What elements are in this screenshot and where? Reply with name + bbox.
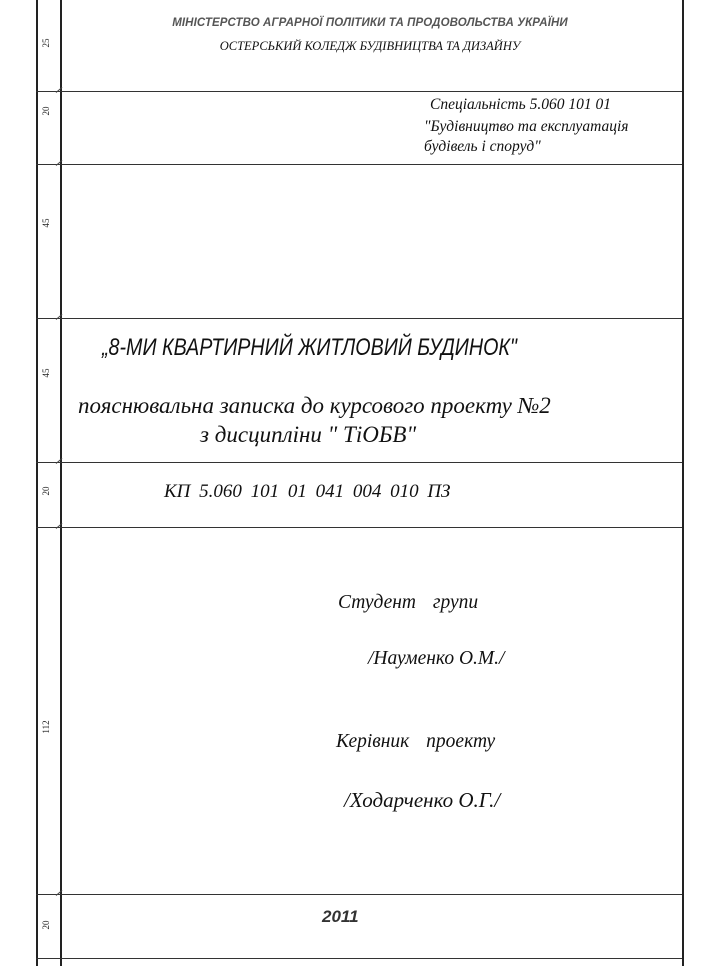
frame-left-line — [36, 0, 38, 966]
section-line — [36, 958, 682, 959]
dimension-label: 25 — [41, 38, 51, 48]
specialty-line-2: "Будівництво та експлуатація — [424, 118, 629, 135]
section-line — [36, 318, 682, 319]
section-line — [36, 527, 682, 528]
section-line — [36, 91, 682, 92]
dimension-label: 20 — [41, 486, 51, 496]
dimension-label: 20 — [41, 920, 51, 930]
dimension-label: 20 — [41, 106, 51, 116]
document-code: КП 5.060 101 01 041 004 010 ПЗ — [164, 481, 451, 502]
dimension-label: 45 — [41, 368, 51, 378]
section-line — [36, 894, 682, 895]
frame-margin-line — [60, 0, 62, 966]
college-heading: ОСТЕРСЬКИЙ КОЛЕДЖ БУДІВНИЦТВА ТА ДИЗАЙНУ — [219, 39, 521, 53]
explanatory-note-line-2: з дисципліни " ТіОБВ" — [200, 422, 417, 447]
specialty-line-1: Спеціальність 5.060 101 01 — [430, 96, 611, 113]
student-label: Студент групи — [338, 592, 479, 613]
section-line — [36, 462, 682, 463]
supervisor-name: /Ходарченко О.Г./ — [344, 788, 501, 812]
year: 2011 — [322, 907, 359, 926]
project-title: „8-МИ КВАРТИРНИЙ ЖИТЛОВИЙ БУДИНОК" — [102, 334, 517, 361]
supervisor-label: Керівник проекту — [336, 731, 496, 752]
explanatory-note-line-1: пояснювальна записка до курсового проекту №2 — [78, 393, 551, 418]
specialty-line-3: будівель і споруд" — [424, 138, 541, 155]
ministry-heading: МІНІСТЕРСТВО АГРАРНОЇ ПОЛІТИКИ ТА ПРОДОВОЛЬСТВА УКРАЇНИ — [172, 17, 568, 29]
dimension-label: 45 — [41, 218, 51, 228]
dimension-label: 112 — [41, 720, 51, 734]
student-name: /Науменко О.М./ — [368, 648, 505, 669]
frame-right-line — [682, 0, 684, 966]
section-line — [36, 164, 682, 165]
